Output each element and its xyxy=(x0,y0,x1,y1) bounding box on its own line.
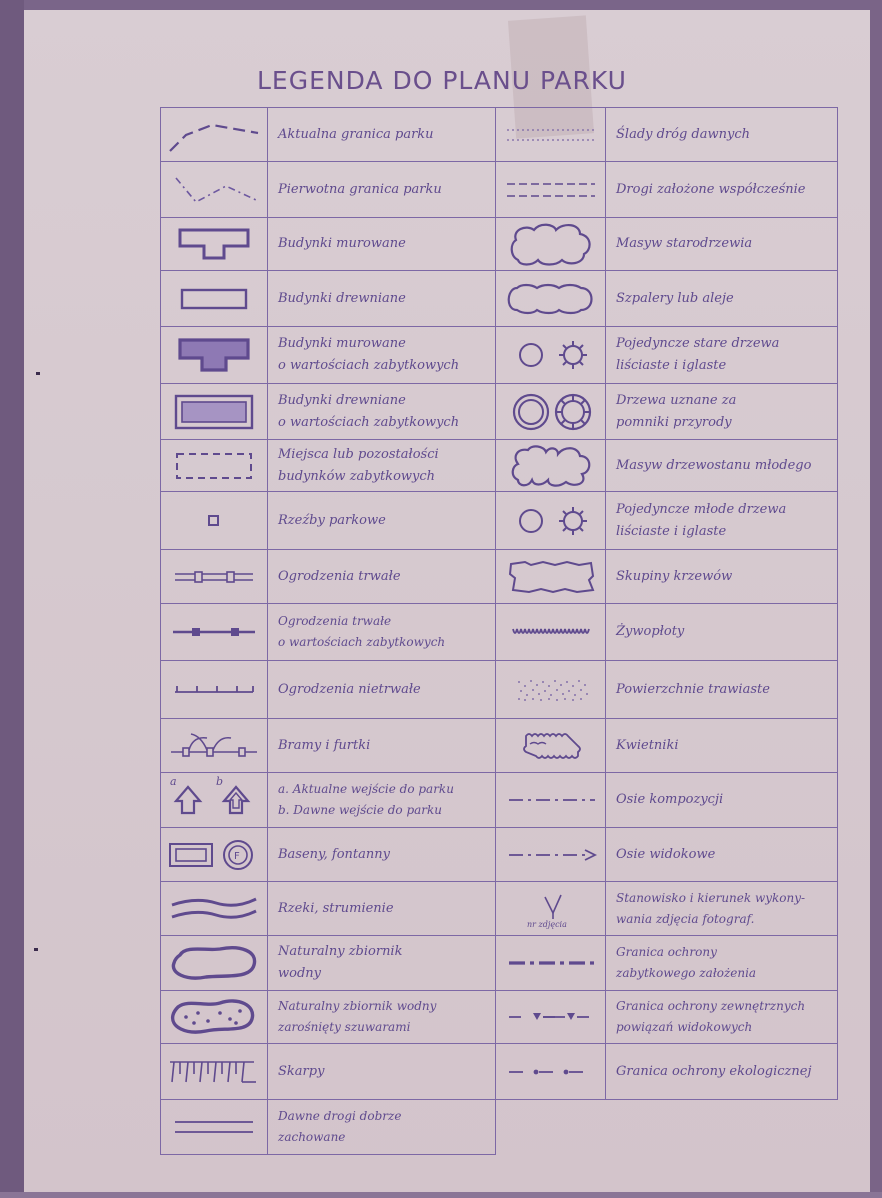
river-icon xyxy=(161,882,268,936)
wooden-building-icon xyxy=(161,271,268,327)
legend-row xyxy=(161,271,838,327)
legend-row xyxy=(161,1100,838,1155)
legend-label: Stanowisko i kierunek wykony- wania zdjęcia fotograf. xyxy=(606,882,838,936)
legend-label: Szpalery lub aleje xyxy=(606,271,838,327)
single-old-tree-icon xyxy=(496,327,606,384)
overgrown-pond-icon xyxy=(161,991,268,1044)
ink-speck xyxy=(36,372,40,375)
legend-label: Rzeźby parkowe xyxy=(268,492,496,550)
permanent-fence-icon xyxy=(161,550,268,604)
legend-table xyxy=(160,107,838,1155)
legend-label: Powierzchnie trawiaste xyxy=(606,661,838,719)
view-protection-icon xyxy=(496,991,606,1044)
legend-label: a. Aktualne wejście do parku b. Dawne wejście do parku xyxy=(268,773,496,828)
legend-label: Aktualna granica parku xyxy=(268,108,496,162)
legend-row xyxy=(161,828,838,882)
ink-speck xyxy=(34,948,38,951)
road-traces-icon xyxy=(496,108,606,162)
page-title: LEGENDA DO PLANU PARKU xyxy=(257,66,627,95)
legend-label: Baseny, fontanny xyxy=(268,828,496,882)
legend-row xyxy=(161,108,838,162)
hedge-icon xyxy=(496,604,606,661)
legend-row xyxy=(161,773,838,828)
legend-label: Pierwotna granica parku xyxy=(268,162,496,218)
entrance-arrows-icon xyxy=(161,773,268,828)
legend-label: Ogrodzenia trwałe o wartościach zabytkowych xyxy=(268,604,496,661)
modern-road-icon xyxy=(496,162,606,218)
legend-label: Skupiny krzewów xyxy=(606,550,838,604)
historic-wooden-building-icon xyxy=(161,384,268,440)
legend-row xyxy=(161,550,838,604)
flowerbed-icon xyxy=(496,719,606,773)
legend-label: Pojedyncze stare drzewa liściaste i iglaste xyxy=(606,327,838,384)
legend-label: Budynki drewniane xyxy=(268,271,496,327)
gate-icon xyxy=(161,719,268,773)
legend-label: Osie widokowe xyxy=(606,828,838,882)
legend-label: Kwietniki xyxy=(606,719,838,773)
legend-row xyxy=(161,991,838,1044)
fountain-marker: F xyxy=(234,850,240,862)
slope-icon xyxy=(161,1044,268,1100)
sheet-right-edge xyxy=(870,0,882,1198)
tree-row-icon xyxy=(496,271,606,327)
old-tree-mass-icon xyxy=(496,218,606,271)
legend-label: Budynki murowane xyxy=(268,218,496,271)
temporary-fence-icon xyxy=(161,661,268,719)
legend-label: Ogrodzenia trwałe xyxy=(268,550,496,604)
sculpture-icon xyxy=(161,492,268,550)
legend-row xyxy=(161,1044,838,1100)
legend-label: Rzeki, strumienie xyxy=(268,882,496,936)
young-tree-mass-icon xyxy=(496,440,606,492)
legend-label: Naturalny zbiornik wodny xyxy=(268,936,496,991)
legend-row xyxy=(161,936,838,991)
sheet-bottom-edge xyxy=(0,1192,882,1198)
historic-fence-icon xyxy=(161,604,268,661)
legend-label: Bramy i furtki xyxy=(268,719,496,773)
entrance-b-marker: b xyxy=(216,775,224,788)
legend-row xyxy=(161,440,838,492)
sheet-top-edge xyxy=(0,0,882,10)
legend-row xyxy=(161,661,838,719)
legend-label: Naturalny zbiornik wodny zarośnięty szuwarami xyxy=(268,991,496,1044)
pond-icon xyxy=(161,936,268,991)
photo-position-icon xyxy=(496,882,606,936)
legend-label: Budynki drewniane o wartościach zabytkowych xyxy=(268,384,496,440)
legend-label: Ślady dróg dawnych xyxy=(606,108,838,162)
dashed-boundary-icon xyxy=(161,108,268,162)
legend-row xyxy=(161,604,838,661)
legend-label: Skarpy xyxy=(268,1044,496,1100)
legend-label: Granica ochrony zewnętrznych powiązań widokowych xyxy=(606,991,838,1044)
legend-label: Masyw drzewostanu młodego xyxy=(606,440,838,492)
legend-label: Drogi założone współcześnie xyxy=(606,162,838,218)
heritage-boundary-icon xyxy=(496,936,606,991)
sheet-left-edge xyxy=(0,0,24,1198)
legend-label: Pojedyncze młode drzewa liściaste i iglaste xyxy=(606,492,838,550)
pool-fountain-icon xyxy=(161,828,268,882)
legend-label: Dawne drogi dobrze zachowane xyxy=(268,1100,496,1155)
legend-row xyxy=(161,882,838,936)
legend-row xyxy=(161,218,838,271)
legend-label: Osie kompozycji xyxy=(606,773,838,828)
legend-row xyxy=(161,384,838,440)
eco-protection-icon xyxy=(496,1044,606,1100)
legend-row xyxy=(161,492,838,550)
legend-label: Granica ochrony zabytkowego założenia xyxy=(606,936,838,991)
entrance-a-marker: a xyxy=(170,775,177,788)
legend-row xyxy=(161,719,838,773)
empty-cell xyxy=(496,1100,838,1155)
view-axis-icon xyxy=(496,828,606,882)
legend-label: Miejsca lub pozostałości budynków zabytkowych xyxy=(268,440,496,492)
legend-label: Budynki murowane o wartościach zabytkowych xyxy=(268,327,496,384)
composition-axis-icon xyxy=(496,773,606,828)
shrub-group-icon xyxy=(496,550,606,604)
building-remains-icon xyxy=(161,440,268,492)
single-young-tree-icon xyxy=(496,492,606,550)
masonry-building-icon xyxy=(161,218,268,271)
legend-label: Ogrodzenia nietrwałe xyxy=(268,661,496,719)
legend-label: Granica ochrony ekologicznej xyxy=(606,1044,838,1100)
legend-label: Drzewa uznane za pomniki przyrody xyxy=(606,384,838,440)
legend-row xyxy=(161,162,838,218)
photo-number-caption: nr zdjęcia xyxy=(526,919,567,929)
lawn-icon xyxy=(496,661,606,719)
historic-masonry-building-icon xyxy=(161,327,268,384)
legend-label: Żywopłoty xyxy=(606,604,838,661)
legend-row xyxy=(161,327,838,384)
monument-tree-icon xyxy=(496,384,606,440)
legend-label: Masyw starodrzewia xyxy=(606,218,838,271)
dash-dot-boundary-icon xyxy=(161,162,268,218)
old-road-icon xyxy=(161,1100,268,1155)
